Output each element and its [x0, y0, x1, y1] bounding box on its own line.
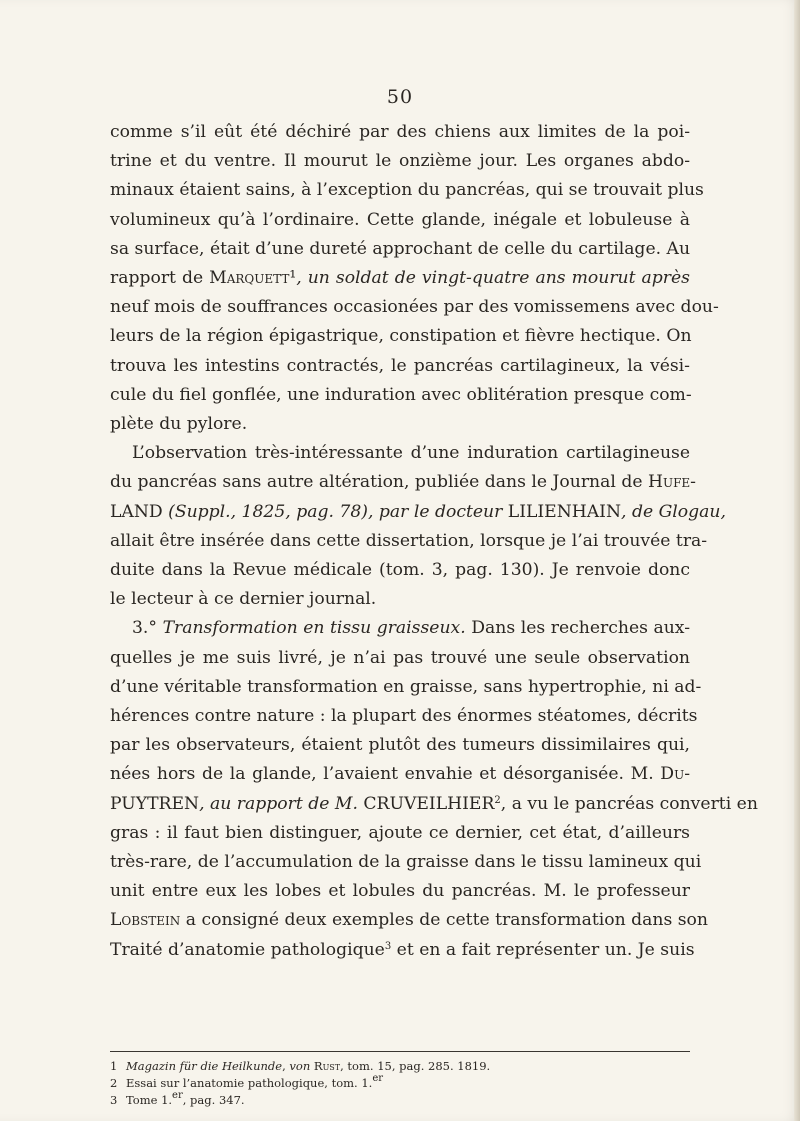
footnote-number: 1: [110, 1059, 118, 1073]
text-line: leurs de la région épigastrique, constipation et fièvre hectique. On: [110, 326, 692, 347]
text-line: sa surface, était d’une dureté approchant de celle du cartilage. Au: [110, 238, 691, 259]
text-line: nées hors de la glande, l’avaient envahie et désorganisée. M. Du-: [110, 764, 690, 785]
footnote-text: Tome 1.$^{er}$, pag. 347.: [126, 1090, 245, 1107]
text-line: unit entre eux les lobes et lobules du pancréas. M. le professeur: [110, 881, 690, 902]
footnote-rule: [110, 1051, 690, 1052]
footnote-text: Essai sur l’anatomie pathologique, tom. 1.$^{er}$: [126, 1073, 384, 1090]
text-line: Traité d’anatomie pathologique$^3$ et en a fait représenter un. Je suis: [110, 939, 695, 960]
text-line: Lobstein a consigné deux exemples de cette transformation dans son: [110, 910, 708, 931]
text-line: quelles je me suis livré, je n’ai pas trouvé une seule observation: [110, 647, 690, 668]
text-line: cule du fiel gonflée, une induration avec oblitération presque com-: [110, 384, 692, 405]
page-number: 50: [386, 86, 414, 108]
text-line: trouva les intestins contractés, le pancréas cartilagineux, la vési-: [110, 355, 690, 376]
text-line: neuf mois de souffrances occasionées par des vomissemens avec dou-: [110, 297, 719, 318]
footnotes: [110, 1058, 690, 1109]
footnote: [110, 1075, 690, 1092]
text-line: par les observateurs, étaient plutôt des tumeurs dissimilaires qui,: [110, 735, 690, 756]
text-line: du pancréas sans autre altération, publiée dans le Journal de Hufe-: [110, 472, 696, 493]
footnote: [110, 1058, 690, 1075]
text-line: hérences contre nature : la plupart des énormes stéatomes, décrits: [110, 706, 698, 727]
text-line: duite dans la Revue médicale (tom. 3, pag. 130). Je renvoie donc: [110, 560, 690, 581]
footnote: [110, 1092, 690, 1109]
text-line: L’observation très-intéressante d’une induration cartilagineuse: [132, 443, 690, 464]
text-line: minaux étaient sains, à l’exception du pancréas, qui se trouvait plus: [110, 180, 704, 201]
text-line: d’une véritable transformation en graisse, sans hypertrophie, ni ad-: [110, 676, 702, 697]
text-line: comme s’il eût été déchiré par des chiens aux limites de la poi-: [110, 122, 690, 142]
text-line: gras : il faut bien distinguer, ajoute ce dernier, cet état, d’ailleurs: [110, 822, 690, 843]
text-line: trine et du ventre. Il mourut le onzième jour. Les organes abdo-: [110, 151, 690, 172]
text-line: plète du pylore.: [110, 414, 248, 435]
body-text: [110, 118, 758, 965]
footnote-number: 2: [110, 1076, 118, 1090]
text-line: volumineux qu’à l’ordinaire. Cette glande, inégale et lobuleuse à: [110, 209, 690, 230]
text-line: rapport de Marquett¹, un soldat de vingt-quatre ans mourut après: [110, 268, 690, 289]
text-line: allait être insérée dans cette dissertation, lorsque je l’ai trouvée tra-: [110, 530, 708, 551]
footnote-text: Magazin für die Heilkunde, von Rust, tom. 15, pag. 285. 1819.: [126, 1059, 491, 1073]
text-line: LAND (Suppl., 1825, pag. 78), par le docteur LILIENHAIN, de Glogau,: [110, 501, 726, 522]
text-line: PUYTREN, au rapport de M. CRUVEILHIER$^2$, a vu le pancréas converti en: [110, 793, 758, 814]
text-line: 3.° Transformation en tissu graisseux. Dans les recherches aux-: [132, 618, 691, 639]
text-line: très-rare, de l’accumulation de la graisse dans le tissu lamineux qui: [110, 852, 702, 873]
text-line: le lecteur à ce dernier journal.: [110, 589, 377, 610]
page-edge-shadow: [794, 0, 800, 1121]
footnote-number: 3: [110, 1093, 118, 1107]
